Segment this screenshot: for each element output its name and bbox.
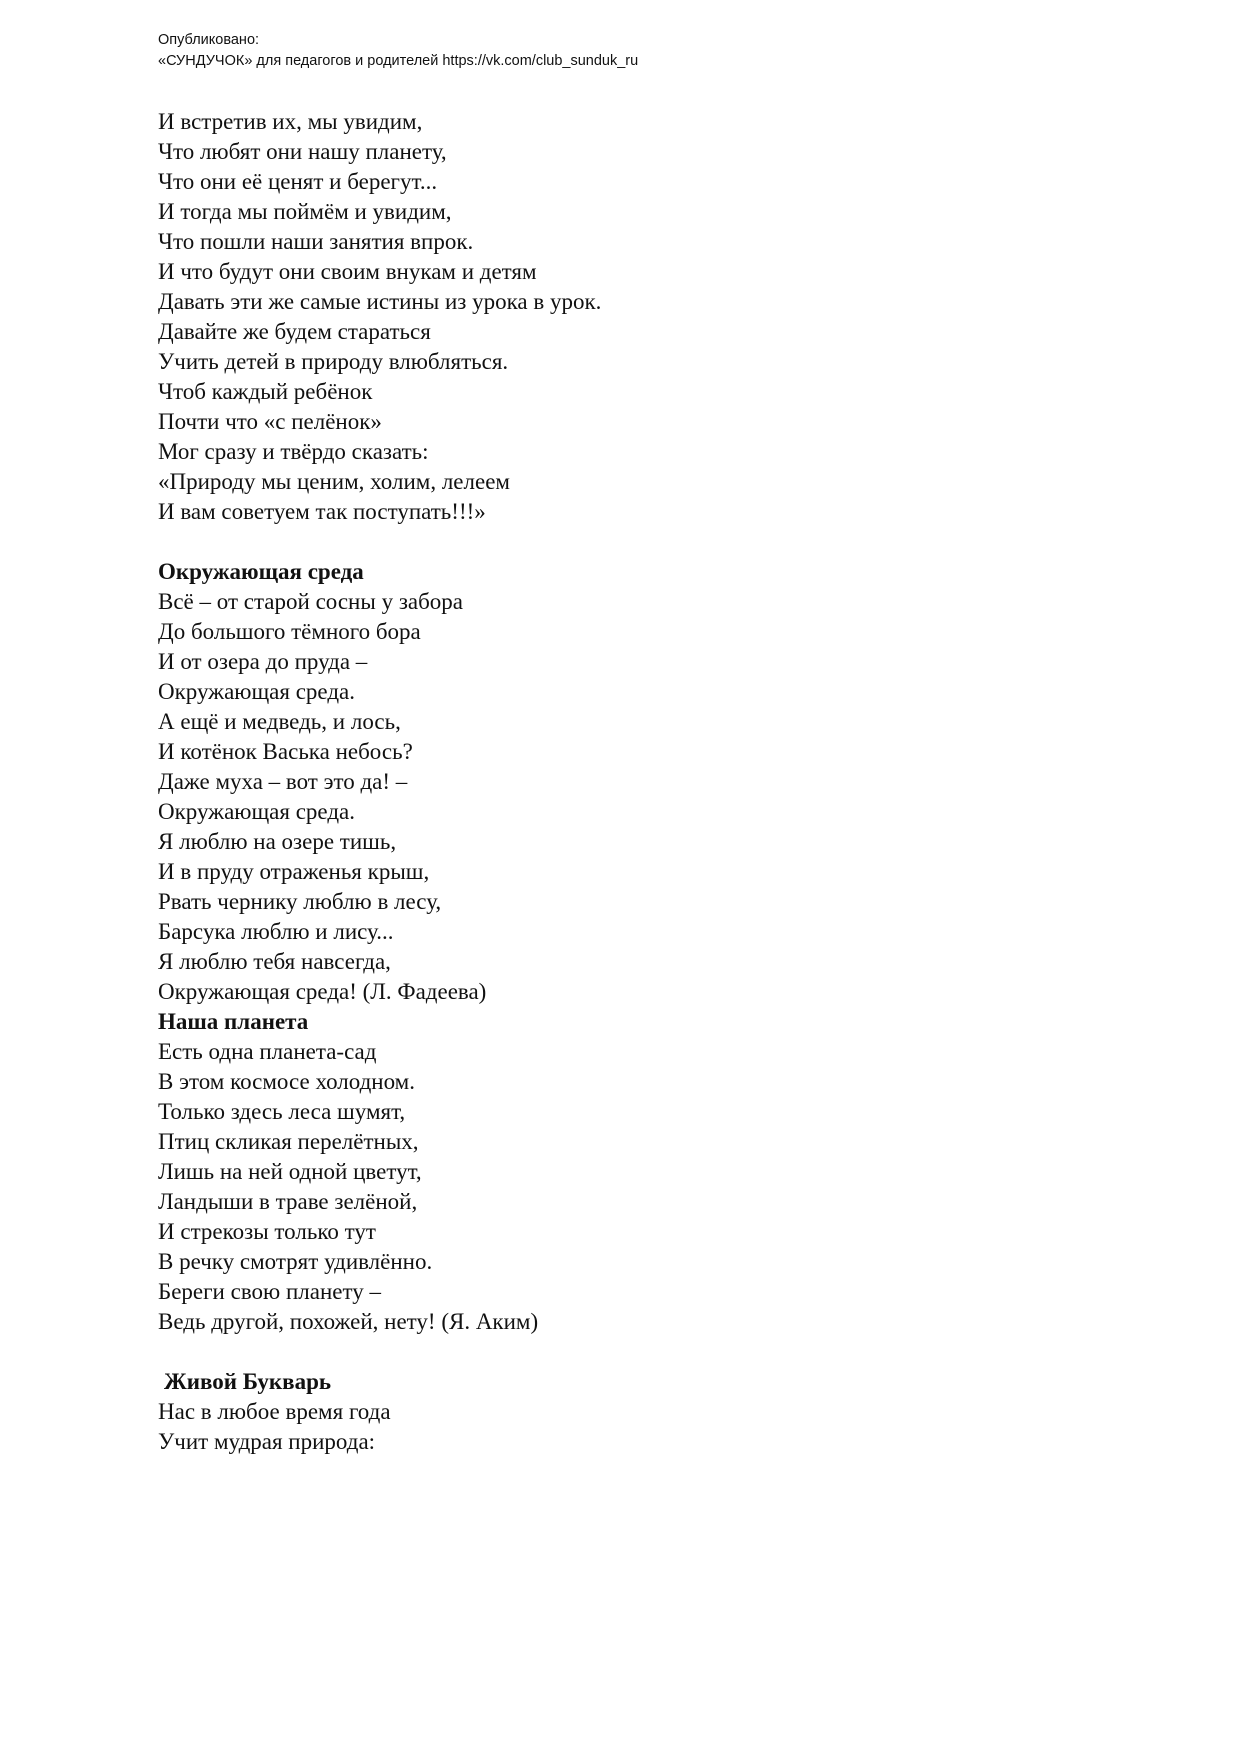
poem-line: Нас в любое время года [158,1399,391,1424]
poem-line: И от озера до пруда – [158,649,368,674]
poem-line: Птиц скликая перелётных, [158,1129,419,1154]
poem-line: Мог сразу и твёрдо сказать: [158,439,429,464]
poem-line: Только здесь леса шумят, [158,1099,406,1124]
poem-line: Рвать чернику люблю в лесу, [158,889,442,914]
spacer [158,1337,601,1367]
poem-line: «Природу мы ценим, холим, лелеем [158,469,510,494]
poem-title: Живой Букварь [164,1369,332,1394]
poem-environment [158,557,601,1007]
poem-line: Давать эти же самые истины из урока в урок. [158,289,602,314]
poem-line: Что пошли наши занятия впрок. [158,229,474,254]
poem-line: И котёнок Васька небось? [158,739,413,764]
poem-line: В речку смотрят удивлённо. [158,1249,433,1274]
poem-line: Окружающая среда. [158,799,355,824]
poem-line: Что любят они нашу планету, [158,139,447,164]
poem-line: Всё – от старой сосны у забора [158,589,464,614]
source-link[interactable]: «СУНДУЧОК» для педагогов и родителей https://vk.com/club_sunduk_ru [158,53,639,69]
document-body [158,107,601,1457]
poem-line: До большого тёмного бора [158,619,421,644]
poem-line: Лишь на ней одной цветут, [158,1159,422,1184]
poem-line: А ещё и медведь, и лось, [158,709,401,734]
poem-line: Ландыши в траве зелёной, [158,1189,418,1214]
poem-line: И тогда мы поймём и увидим, [158,199,452,224]
spacer [158,527,601,557]
poem-line: Окружающая среда. [158,679,355,704]
intro-poem [158,107,601,527]
poem-line: И что будут они своим внукам и детям [158,259,537,284]
poem-line: Есть одна планета-сад [158,1039,377,1064]
poem-planet [158,1007,601,1337]
publication-header [158,30,638,72]
poem-line: И в пруду отраженья крыш, [158,859,430,884]
poem-title: Окружающая среда [158,559,364,584]
poem-line: Барсука люблю и лису... [158,919,394,944]
poem-line: Чтоб каждый ребёнок [158,379,373,404]
poem-line: Ведь другой, похожей, нету! (Я. Аким) [158,1309,539,1334]
poem-line: Давайте же будем стараться [158,319,431,344]
poem-line: В этом космосе холодном. [158,1069,415,1094]
poem-line: Даже муха – вот это да! – [158,769,408,794]
poem-line: И встретив их, мы увидим, [158,109,423,134]
poem-line: Окружающая среда! (Л. Фадеева) [158,979,487,1004]
poem-title: Наша планета [158,1009,309,1034]
poem-line: Учит мудрая природа: [158,1429,376,1454]
published-label: Опубликовано: [158,32,260,48]
poem-line: Что они её ценят и берегут... [158,169,438,194]
poem-line: Учить детей в природу влюбляться. [158,349,509,374]
poem-line: И стрекозы только тут [158,1219,376,1244]
poem-line: Береги свою планету – [158,1279,381,1304]
poem-line: Я люблю на озере тишь, [158,829,397,854]
poem-primer [158,1367,601,1457]
poem-line: Почти что «с пелёнок» [158,409,382,434]
poem-line: И вам советуем так поступать!!!» [158,499,486,524]
poem-line: Я люблю тебя навсегда, [158,949,391,974]
